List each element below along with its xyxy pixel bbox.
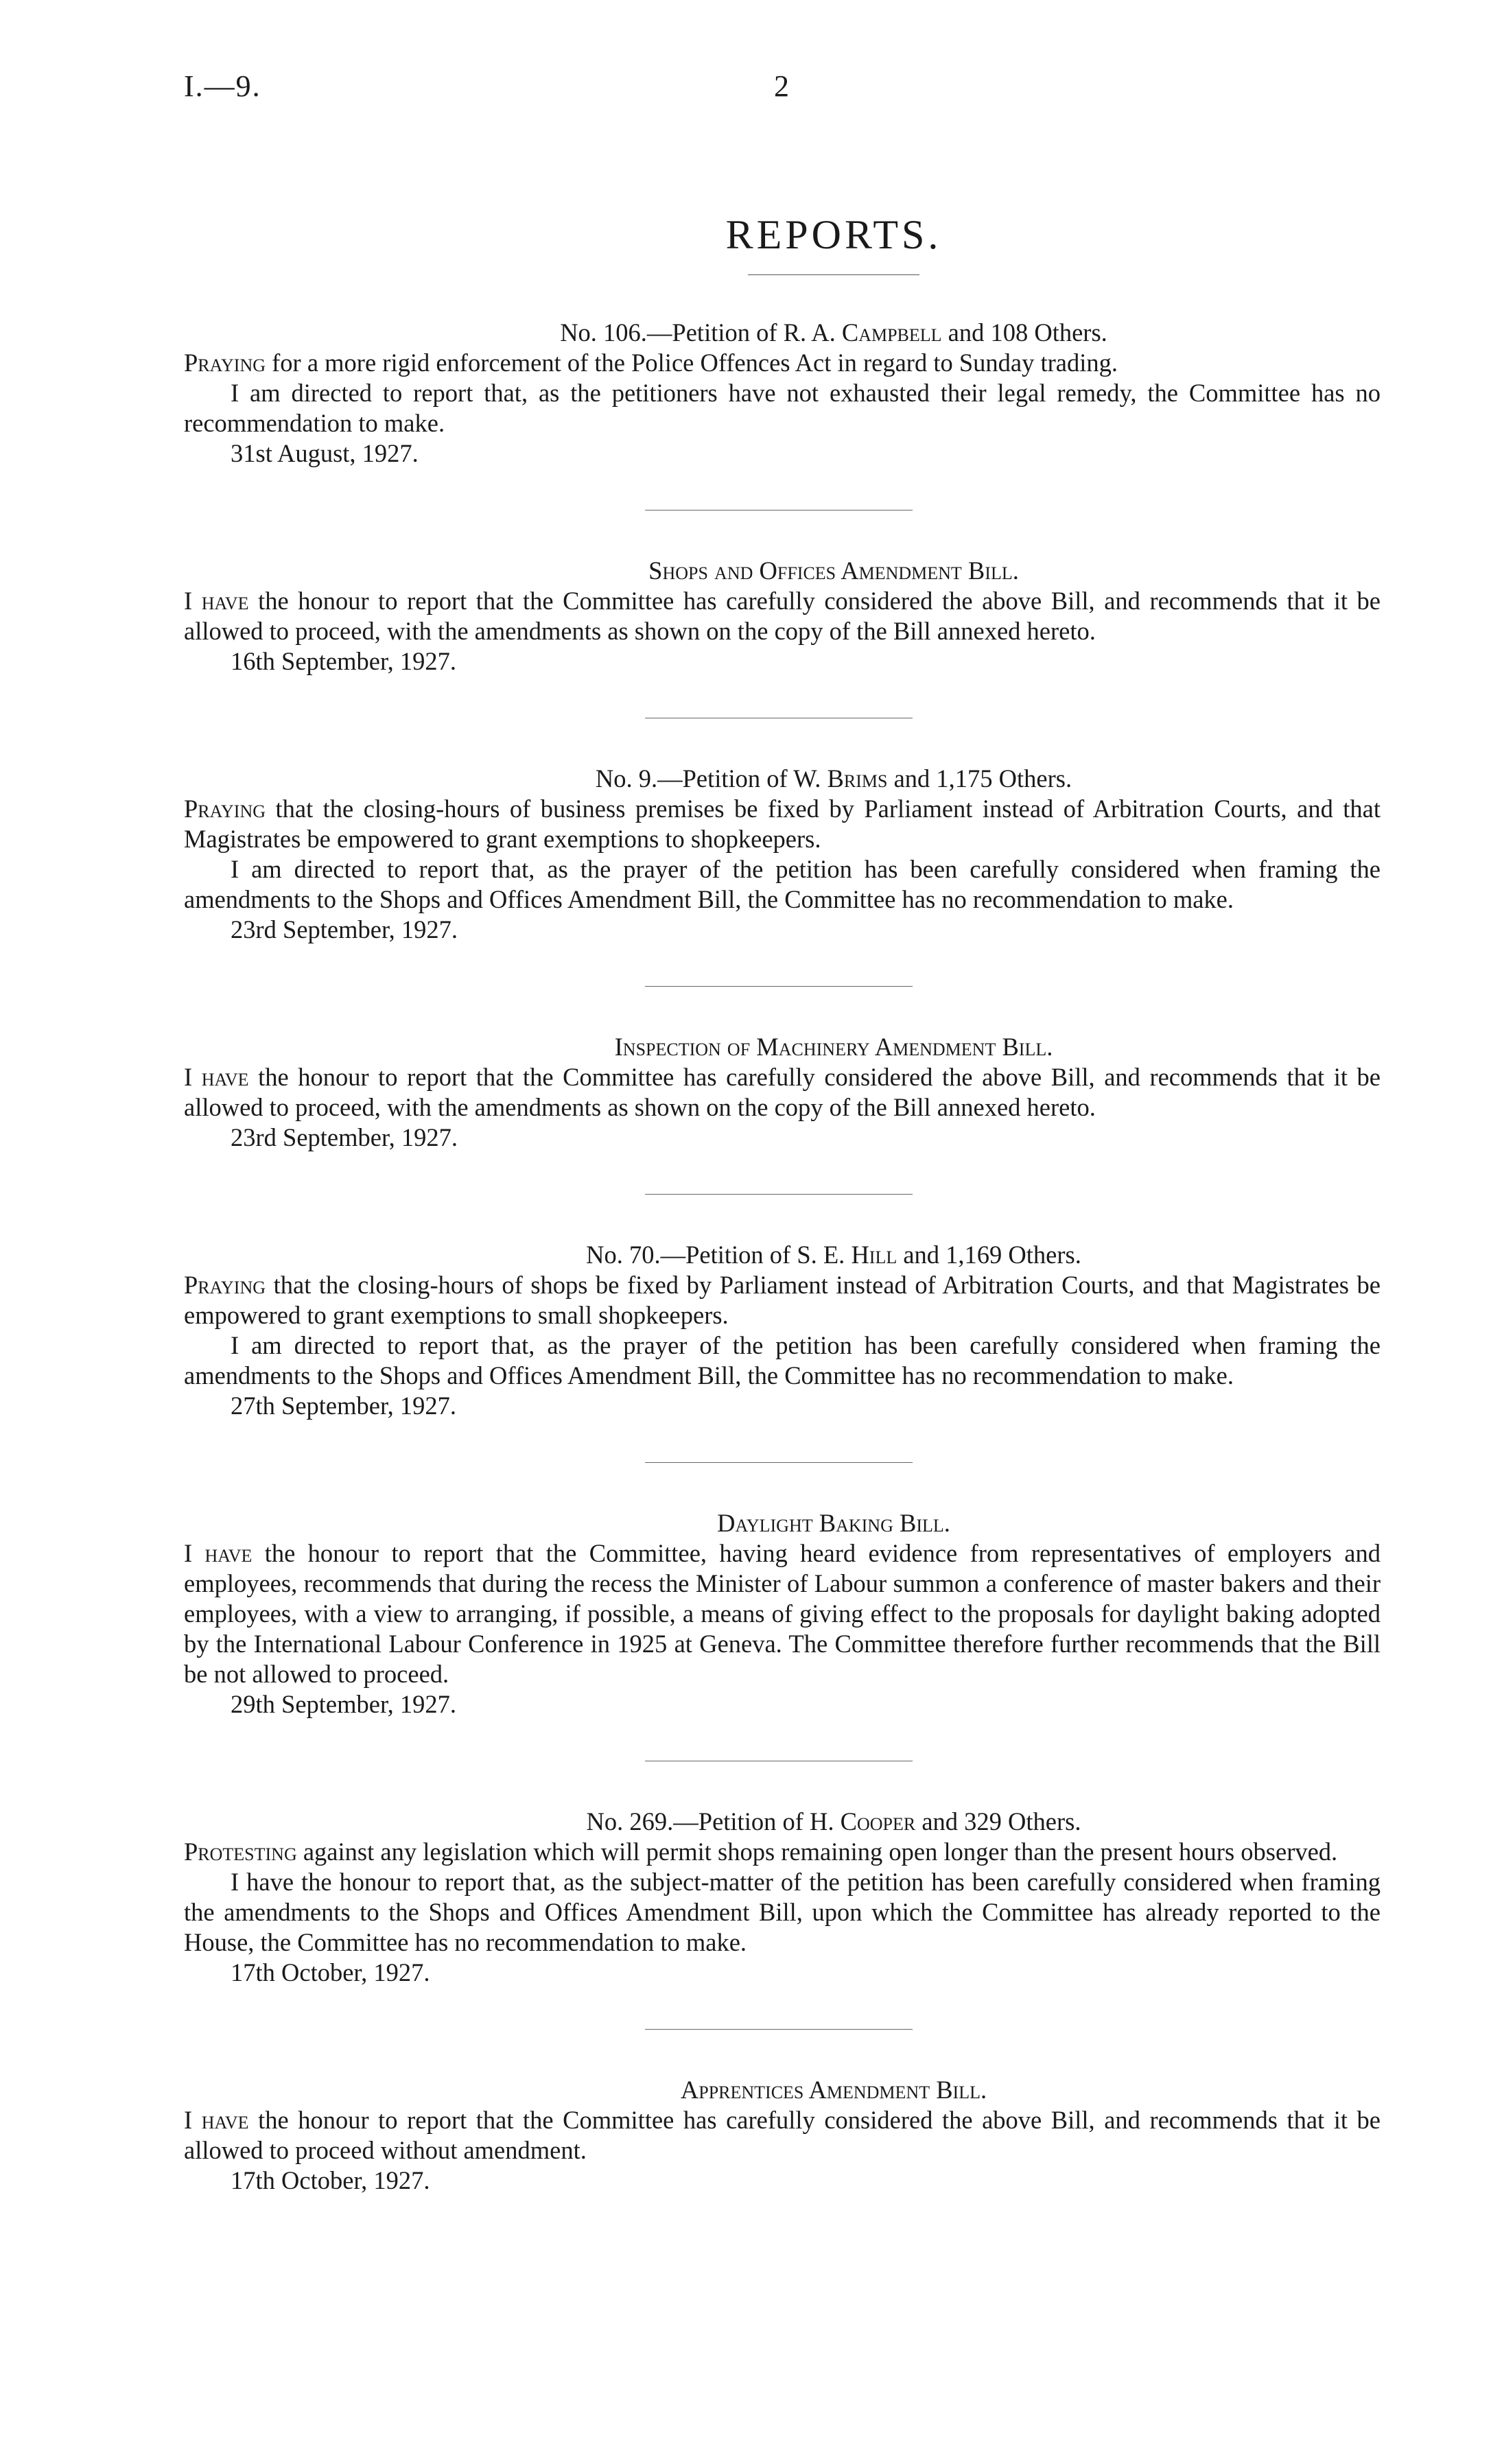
petitioner-name: Cooper [840,1807,916,1835]
heading-text: and 1,169 Others. [897,1241,1081,1269]
paragraph-text: that the closing-hours of shops be fixed by Parliament instead of Arbitration Courts, and that Magistrates be empowered to grant exemptions to small shopkeepers. [184,1271,1381,1329]
report-section-petition-269 [184,1807,1381,1988]
paragraph-text: the honour to report that the Committee has carefully considered the above Bill, and recommends that it be allowed to proceed, with the amendments as shown on the copy of the Bill annexed hereto. [184,587,1381,645]
report-section-petition-106 [184,318,1381,469]
report-date: 29th September, 1927. [231,1690,457,1718]
report-paragraph: I am directed to report that, as the prayer of the petition has been carefully considered when framing the amendments to the Shops and Offices Amendment Bill, the Committee has no recommendation to make. [184,855,1381,913]
lead-word: I have [184,2106,249,2134]
prayer-paragraph [184,1270,1381,1330]
section-heading: Shops and Offices Amendment Bill. [648,556,1019,585]
heading-text: and 108 Others. [941,318,1107,347]
paragraph-text: the honour to report that the Committee has carefully considered the above Bill, and recommends that it be allowed to proceed without amendment. [184,2106,1381,2164]
section-divider [645,986,913,987]
section-divider [645,2029,913,2030]
protest-paragraph [184,1837,1381,1867]
petitioner-name: Brims [827,764,888,793]
section-heading: Inspection of Machinery Amendment Bill. [614,1033,1053,1061]
report-paragraph: I am directed to report that, as the prayer of the petition has been carefully considered when framing the amendments to the Shops and Offices Amendment Bill, the Committee has no recommendation to make. [184,1331,1381,1389]
petitioner-name: Hill [851,1241,897,1269]
heading-text: No. 269.—Petition of H. [586,1807,841,1835]
petitioner-name: Campbell [841,318,942,347]
paragraph-text: that the closing-hours of business premises be fixed by Parliament instead of Arbitration Courts, and that Magistrates be empowered to grant exemptions to shopkeepers. [184,795,1381,853]
report-paragraph: I am directed to report that, as the petitioners have not exhausted their legal remedy, the Committee has no recommendation to make. [184,379,1381,437]
report-paragraph: I have the honour to report that, as the subject-matter of the petition has been carefully considered when framing the amendments to the Shops and Offices Amendment Bill, upon which the Committee has already reported to the House, the Committee has no recommendation to make. [184,1868,1381,1956]
section-heading [184,764,1381,794]
report-paragraph [184,586,1381,646]
lead-word: I have [184,1063,249,1091]
report-section-daylight-baking-bill [184,1508,1381,1720]
prayer-paragraph [184,348,1381,378]
report-date: 23rd September, 1927. [231,1123,458,1151]
section-heading [184,1807,1381,1837]
report-section-petition-9 [184,764,1381,945]
heading-text: No. 9.—Petition of W. [595,764,827,793]
section-heading: Daylight Baking Bill. [717,1509,950,1537]
section-heading [184,318,1381,348]
lead-word: I have [184,587,249,615]
heading-text: and 1,175 Others. [887,764,1072,793]
page-header [0,69,1491,110]
report-section-machinery-bill [184,1032,1381,1153]
page-title: REPORTS. [725,212,942,257]
heading-text: No. 70.—Petition of S. E. [586,1241,852,1269]
heading-text: No. 106.—Petition of R. A. [560,318,842,347]
lead-word: I have [184,1539,253,1567]
document-body [184,212,1381,2196]
report-section-shops-offices-bill [184,556,1381,677]
prayer-paragraph [184,794,1381,854]
section-divider [645,1462,913,1463]
document-reference: I.—9. [184,69,261,103]
paragraph-text: against any legislation which will permit shops remaining open longer than the present hours observed. [296,1838,1338,1866]
report-date: 17th October, 1927. [231,1958,430,1986]
report-date: 23rd September, 1927. [231,915,458,943]
section-divider [645,510,913,511]
page-number: 2 [774,69,789,103]
report-section-apprentices-bill [184,2075,1381,2196]
report-paragraph [184,1538,1381,1689]
title-rule [748,274,919,275]
section-divider [645,1194,913,1195]
report-paragraph [184,2105,1381,2166]
section-heading: Apprentices Amendment Bill. [680,2076,987,2104]
report-paragraph [184,1062,1381,1123]
report-date: 16th September, 1927. [231,647,457,675]
heading-text: and 329 Others. [915,1807,1081,1835]
paragraph-text: for a more rigid enforcement of the Police Offences Act in regard to Sunday trading. [266,349,1118,377]
report-date: 27th September, 1927. [231,1392,457,1420]
lead-word: Protesting [184,1838,297,1866]
report-date: 17th October, 1927. [231,2166,430,2194]
section-heading [184,1240,1381,1270]
lead-word: Praying [184,795,266,823]
report-section-petition-70 [184,1240,1381,1421]
report-date: 31st August, 1927. [231,439,419,467]
lead-word: Praying [184,1271,266,1299]
paragraph-text: the honour to report that the Committee has carefully considered the above Bill, and recommends that it be allowed to proceed, with the amendments as shown on the copy of the Bill annexed hereto. [184,1063,1381,1121]
lead-word: Praying [184,349,266,377]
paragraph-text: the honour to report that the Committee, having heard evidence from representatives of employers and employees, recommends that during the recess the Minister of Labour summon a conference of master bakers and their employees, with a view to arranging, if possible, a means of giving effect to the proposals for daylight baking adopted by the International Labour Conference in 1925 at Geneva. The Committee therefore further recommends that the Bill be not allowed to proceed. [184,1539,1381,1688]
